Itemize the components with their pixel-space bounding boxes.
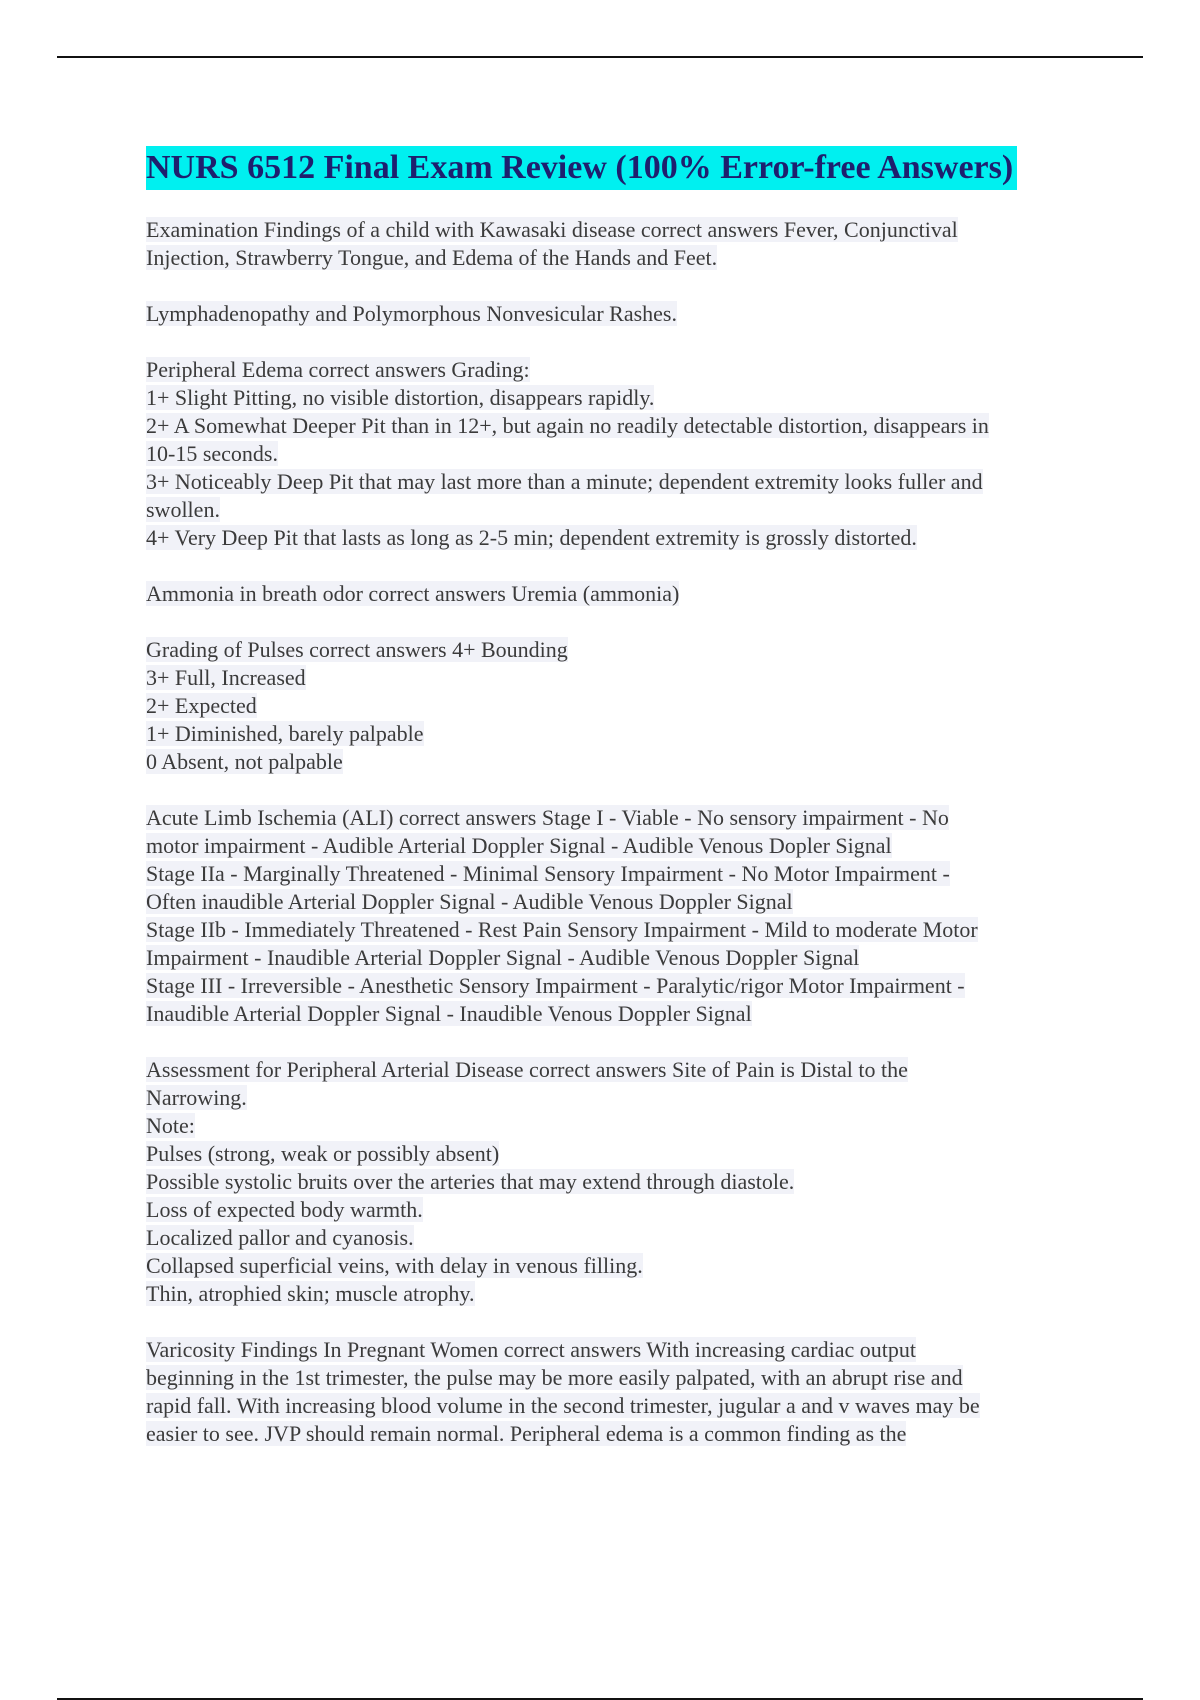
text-line	[146, 496, 1086, 524]
text-line	[146, 1168, 1086, 1196]
document-body	[146, 146, 1086, 1476]
text-line-content: Grading of Pulses correct answers 4+ Bounding	[146, 637, 568, 662]
text-line	[146, 1140, 1086, 1168]
text-line	[146, 1196, 1086, 1224]
text-line	[146, 1252, 1086, 1280]
text-line-content: swollen.	[146, 497, 220, 522]
text-line-content: Narrowing.	[146, 1085, 247, 1110]
text-line	[146, 832, 1086, 860]
text-line-content: Note:	[146, 1113, 195, 1138]
qa-list	[146, 216, 1086, 1448]
text-line-content: Collapsed superficial veins, with delay in venous filling.	[146, 1253, 643, 1278]
text-line-content: 3+ Noticeably Deep Pit that may last more than a minute; dependent extremity looks fuller and	[146, 469, 983, 494]
text-line-content: Thin, atrophied skin; muscle atrophy.	[146, 1281, 475, 1306]
text-line-content: Acute Limb Ischemia (ALI) correct answers Stage I - Viable - No sensory impairment - No	[146, 805, 949, 830]
text-line-content: beginning in the 1st trimester, the pulse may be more easily palpated, with an abrupt rise and	[146, 1365, 963, 1390]
text-line	[146, 1364, 1086, 1392]
text-line	[146, 888, 1086, 916]
document-title: NURS 6512 Final Exam Review (100% Error-free Answers)	[146, 146, 1017, 190]
text-line	[146, 1336, 1086, 1364]
text-line-content: Ammonia in breath odor correct answers Uremia (ammonia)	[146, 581, 680, 606]
text-line	[146, 580, 1086, 608]
text-line-content: easier to see. JVP should remain normal. Peripheral edema is a common finding as the	[146, 1421, 907, 1446]
text-line-content: motor impairment - Audible Arterial Doppler Signal - Audible Venous Dopler Signal	[146, 833, 892, 858]
text-line	[146, 916, 1086, 944]
text-line-content: Stage IIb - Immediately Threatened - Rest Pain Sensory Impairment - Mild to moderate Motor	[146, 917, 978, 942]
text-line-content: 1+ Diminished, barely palpable	[146, 721, 424, 746]
text-line-content: Assessment for Peripheral Arterial Disease correct answers Site of Pain is Distal to the	[146, 1057, 908, 1082]
text-line	[146, 944, 1086, 972]
qa-block	[146, 216, 1086, 272]
text-line	[146, 300, 1086, 328]
text-line-content: Pulses (strong, weak or possibly absent)	[146, 1141, 500, 1166]
text-line-content: Stage IIa - Marginally Threatened - Minimal Sensory Impairment - No Motor Impairment -	[146, 861, 950, 886]
qa-block	[146, 1056, 1086, 1308]
text-line-content: Inaudible Arterial Doppler Signal - Inaudible Venous Doppler Signal	[146, 1001, 752, 1026]
text-line-content: Impairment - Inaudible Arterial Doppler Signal - Audible Venous Doppler Signal	[146, 945, 860, 970]
text-line	[146, 440, 1086, 468]
qa-block	[146, 356, 1086, 552]
text-line-content: 2+ Expected	[146, 693, 257, 718]
text-line	[146, 748, 1086, 776]
text-line-content: Loss of expected body warmth.	[146, 1197, 423, 1222]
text-line-content: rapid fall. With increasing blood volume in the second trimester, jugular a and v waves may be	[146, 1393, 980, 1418]
text-line	[146, 692, 1086, 720]
text-line	[146, 860, 1086, 888]
top-rule	[57, 56, 1143, 58]
text-line	[146, 1392, 1086, 1420]
text-line	[146, 636, 1086, 664]
text-line-content: Stage III - Irreversible - Anesthetic Sensory Impairment - Paralytic/rigor Motor Impairment -	[146, 973, 965, 998]
text-line	[146, 1280, 1086, 1308]
text-line	[146, 244, 1086, 272]
text-line-content: 3+ Full, Increased	[146, 665, 306, 690]
text-line	[146, 1084, 1086, 1112]
text-line	[146, 1420, 1086, 1448]
text-line	[146, 412, 1086, 440]
text-line	[146, 1056, 1086, 1084]
text-line-content: Possible systolic bruits over the arteries that may extend through diastole.	[146, 1169, 795, 1194]
text-line-content: Examination Findings of a child with Kawasaki disease correct answers Fever, Conjunctival	[146, 217, 958, 242]
text-line-content: 10-15 seconds.	[146, 441, 278, 466]
text-line	[146, 468, 1086, 496]
text-line-content: 0 Absent, not palpable	[146, 749, 343, 774]
text-line	[146, 804, 1086, 832]
text-line-content: 2+ A Somewhat Deeper Pit than in 12+, but again no readily detectable distortion, disappears in	[146, 413, 989, 438]
qa-block	[146, 636, 1086, 776]
text-line-content: Lymphadenopathy and Polymorphous Nonvesicular Rashes.	[146, 301, 677, 326]
qa-block	[146, 580, 1086, 608]
text-line	[146, 664, 1086, 692]
qa-block	[146, 804, 1086, 1028]
text-line	[146, 216, 1086, 244]
text-line	[146, 1112, 1086, 1140]
qa-block	[146, 300, 1086, 328]
text-line	[146, 1224, 1086, 1252]
text-line-content: Localized pallor and cyanosis.	[146, 1225, 414, 1250]
text-line	[146, 720, 1086, 748]
text-line	[146, 356, 1086, 384]
text-line	[146, 524, 1086, 552]
text-line	[146, 384, 1086, 412]
text-line-content: Peripheral Edema correct answers Grading:	[146, 357, 530, 382]
text-line	[146, 972, 1086, 1000]
text-line-content: 4+ Very Deep Pit that lasts as long as 2-5 min; dependent extremity is grossly distorted.	[146, 525, 917, 550]
text-line-content: Injection, Strawberry Tongue, and Edema of the Hands and Feet.	[146, 245, 718, 270]
text-line-content: Often inaudible Arterial Doppler Signal - Audible Venous Doppler Signal	[146, 889, 793, 914]
qa-block	[146, 1336, 1086, 1448]
text-line-content: Varicosity Findings In Pregnant Women correct answers With increasing cardiac output	[146, 1337, 916, 1362]
text-line-content: 1+ Slight Pitting, no visible distortion, disappears rapidly.	[146, 385, 655, 410]
text-line	[146, 1000, 1086, 1028]
